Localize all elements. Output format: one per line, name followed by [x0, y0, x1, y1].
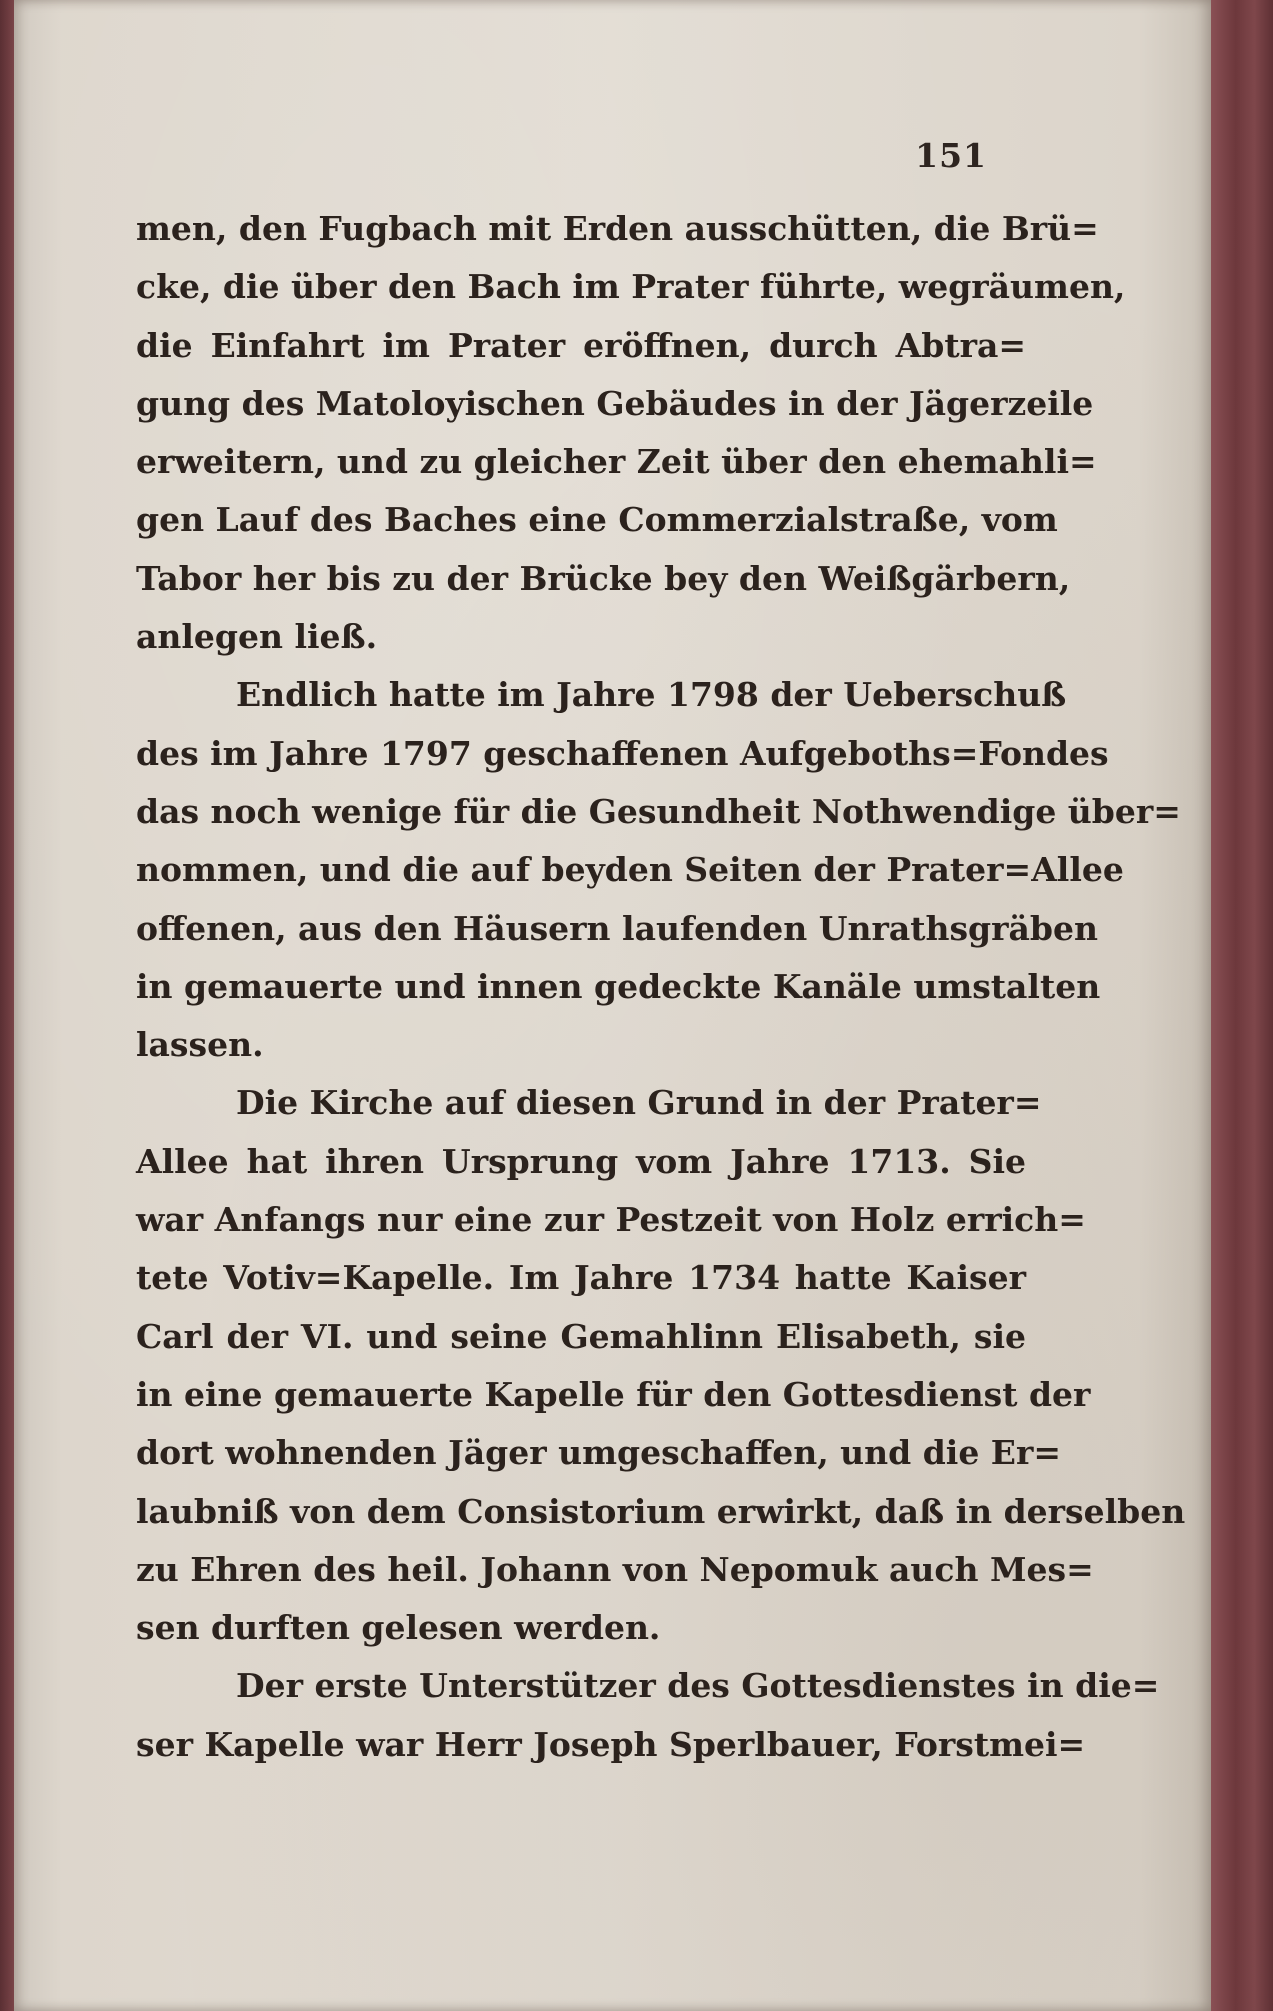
page-number: 151: [915, 136, 987, 175]
text-line: Carl der VI. und seine Gemahlinn Elisabeth, sie: [136, 1316, 1026, 1356]
text-line: des im Jahre 1797 geschaffenen Aufgeboths=Fondes: [136, 733, 1109, 773]
text-line: men, den Fugbach mit Erden ausschütten, die Brü=: [136, 209, 1099, 248]
text-line: Endlich hatte im Jahre 1798 der Ueberschuß: [236, 675, 1067, 715]
book-cover-right-edge: [1211, 0, 1273, 2011]
text-line: dort wohnenden Jäger umgeschaffen, und die Er=: [136, 1433, 1061, 1473]
text-line: erweitern, und zu gleicher Zeit über den ehemahli=: [136, 442, 1097, 482]
book-page: [14, 0, 1211, 2011]
text-line: Tabor her bis zu der Brücke bey den Weißgärbern,: [136, 558, 1071, 598]
text-line: das noch wenige für die Gesundheit Nothwendige über=: [136, 791, 1181, 831]
text-line: in gemauerte und innen gedeckte Kanäle umstalten: [136, 966, 1101, 1006]
text-line: Allee hat ihren Ursprung vom Jahre 1713. Sie: [136, 1141, 1026, 1181]
text-line: ser Kapelle war Herr Joseph Sperlbauer, Forstmei=: [136, 1724, 1086, 1764]
text-line: laubniß von dem Consistorium erwirkt, daß in derselben: [136, 1491, 1186, 1531]
text-line: die Einfahrt im Prater eröffnen, durch Abtra=: [136, 325, 1026, 365]
text-line: zu Ehren des heil. Johann von Nepomuk auch Mes=: [136, 1549, 1094, 1589]
book-cover-left-edge: [0, 0, 14, 2011]
text-line: cke, die über den Bach im Prater führte, wegräumen,: [136, 267, 1126, 307]
text-line: gung des Matoloyischen Gebäudes in der Jägerzeile: [136, 383, 1094, 423]
text-line: gen Lauf des Baches eine Commerzialstraße, vom: [136, 500, 1058, 540]
text-line: nommen, und die auf beyden Seiten der Prater=Allee: [136, 850, 1124, 890]
text-line: lassen.: [136, 1025, 264, 1065]
text-line: tete Votiv=Kapelle. Im Jahre 1734 hatte Kaiser: [136, 1258, 1026, 1298]
text-line: anlegen ließ.: [136, 617, 378, 657]
text-line: offenen, aus den Häusern laufenden Unrathsgräben: [136, 908, 1098, 948]
text-line: Der erste Unterstützer des Gottesdienstes in die=: [236, 1666, 1160, 1706]
text-line: war Anfangs nur eine zur Pestzeit von Holz errich=: [136, 1200, 1086, 1240]
text-line: in eine gemauerte Kapelle für den Gottesdienst der: [136, 1374, 1091, 1414]
body-text: [136, 200, 1186, 1774]
text-line: sen durften gelesen werden.: [136, 1608, 661, 1648]
text-line: Die Kirche auf diesen Grund in der Prater=: [236, 1083, 1042, 1123]
